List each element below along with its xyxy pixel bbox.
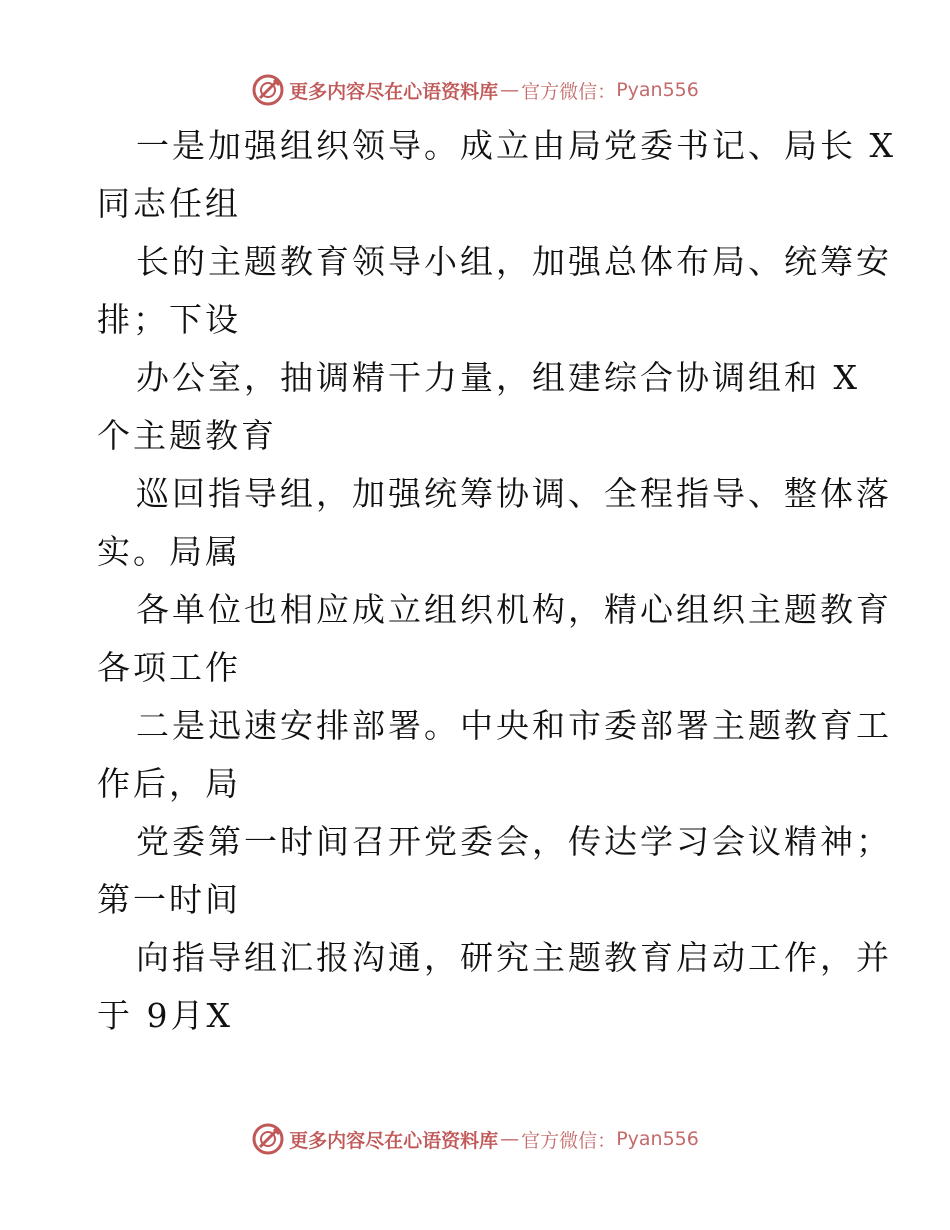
watermark-title: 更多内容尽在心语资料库 — [289, 80, 499, 103]
paragraph-4-line-2: 实。局属 — [97, 532, 241, 571]
paragraph-6-line-1: 二是迅速安排部署。中央和市委部署主题教育工 — [136, 706, 892, 745]
watermark-dash: — — [500, 79, 520, 101]
paragraph-2-line-1: 长的主题教育领导小组，加强总体布局、统筹安 — [136, 242, 892, 281]
paragraph-5-line-2: 各项工作 — [97, 648, 241, 687]
paragraph-3-line-2: 个主题教育 — [97, 416, 277, 455]
watermark-wechat-label: 官方微信： — [521, 80, 617, 103]
paragraph-5-line-1: 各单位也相应成立组织机构，精心组织主题教育 — [136, 590, 892, 629]
watermark-title: 更多内容尽在心语资料库 — [289, 1129, 499, 1152]
paragraph-1-line-1: 一是加强组织领导。成立由局党委书记、局长 X — [136, 126, 896, 165]
paragraph-2-line-2: 排；下设 — [97, 300, 241, 339]
paragraph-8-line-1: 向指导组汇报沟通，研究主题教育启动工作，并 — [136, 938, 892, 977]
paragraph-3-line-1: 办公室，抽调精干力量，组建综合协调组和 X — [136, 358, 860, 397]
paragraph-8-line-2: 于 9月X — [97, 996, 233, 1035]
watermark-wechat-id: Pyan556 — [616, 79, 699, 101]
paragraph-1-line-2: 同志任组 — [97, 184, 241, 223]
paragraph-7-line-2: 第一时间 — [97, 880, 241, 919]
logo-icon — [251, 1122, 285, 1156]
paragraph-6-line-2: 作后，局 — [97, 764, 241, 803]
paragraph-4-line-1: 巡回指导组，加强统筹协调、全程指导、整体落 — [136, 474, 892, 513]
watermark-bottom — [0, 1119, 950, 1159]
watermark-dash: — — [500, 1128, 520, 1150]
watermark-wechat-label: 官方微信： — [521, 1129, 617, 1152]
watermark-wechat-id: Pyan556 — [616, 1128, 699, 1150]
paragraph-7-line-1: 党委第一时间召开党委会，传达学习会议精神； — [136, 822, 892, 861]
